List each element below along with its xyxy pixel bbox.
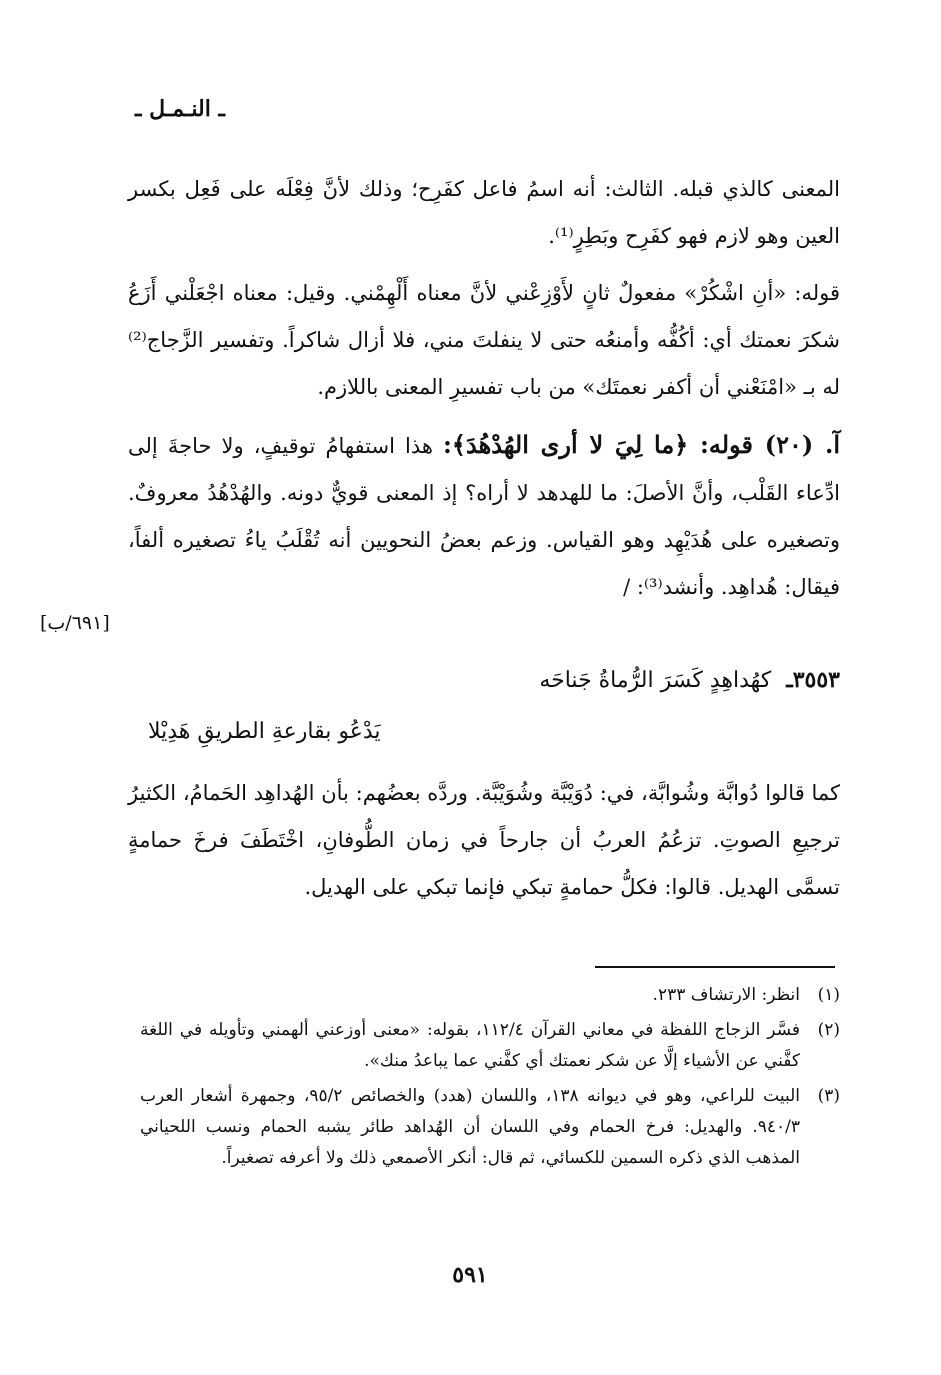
footnotes <box>140 980 840 1178</box>
paragraph-4: كما قالوا دُوابَّة وشُوابَّة، في: دُوَيْبَّة وشُوَيْبَّة. وردَّه بعضُهم: بأن الهُداهِد الحَمامُ، الكثيرُ ترجيعِ الصوتِ. تزعُمُ العربُ أن جارحاً في زمان الطُّوفانِ، اخْتَطَفَ فرخَ حمامةٍ تسمَّى الهديل. قالوا: فكلُّ حمامةٍ تبكي فإنما تبكي على الهديل. <box>128 781 840 899</box>
verse-line-2: يَدْعُو بقارعةِ الطريقِ هَدِيْلا <box>148 719 381 744</box>
footnote-number: (٣) <box>817 1086 840 1106</box>
footnote-separator <box>595 966 835 968</box>
footnote-3 <box>140 1081 840 1174</box>
footnote-number: (١) <box>817 985 840 1005</box>
verse-commentary-heading: آ. (٢٠) قوله: ﴿ما لِيَ لا أرى الهُدْهُدَ﴾: <box>443 430 840 459</box>
paragraph-3-text: هذا استفهامُ توقيفٍ، ولا حاجةَ إلى ادِّعاء القَلْب، وأنَّ الأصلَ: ما للهدهد لا أراه؟ إذ المعنى قويٌّ دونه. والهُدْهُدُ معروفٌ. وتصغيره على هُدَيْهِد وهو القياس. وزعم بعضُ النحويين أنه تُقْلَبُ ياءُ تصغيره ألفاً، فيقال: هُداهِد. وأنشد⁽³⁾: / <box>128 434 840 599</box>
footnote-2 <box>140 1015 840 1077</box>
poem-verse-first-hemistich <box>128 660 840 701</box>
poem-verse-second-hemistich <box>128 712 840 752</box>
paragraph-3 <box>128 421 840 611</box>
footnote-number: (٢) <box>817 1020 840 1040</box>
footnote-text: فسَّر الزجاج اللفظة في معاني القرآن ١١٢/٤، بقوله: «معنى أوزعني ألهمني وتأويله في اللغة كفَّني عن الأشياء إلَّا عن شكر نعمتك أي كفَّني عما يباعدُ منك». <box>140 1020 800 1071</box>
verse-number: ٣٥٥٣ـ <box>786 667 840 693</box>
verse-line-1: كهُداهِدٍ كَسَرَ الرُّماةُ جَناحَه <box>539 668 772 693</box>
running-header: ـ النـمـل ـ <box>135 96 225 122</box>
footnote-text: انظر: الارتشاف ٢٣٣. <box>652 985 800 1005</box>
paragraph-2: قوله: «أنِ اشْكُرْ» مفعولٌ ثانٍ لأَوْزِعْني لأنَّ معناه أَلْهِمْني. وقيل: معناه اجْعَلْني أَزَعُ شكرَ نعمتك أي: أكُفُّه وأمنعُه حتى لا ينفلتَ مني، فلا أزال شاكراً. وتفسير الزَّجاج⁽²⁾ له بـ «امْنَعْني أن أكفر نعمتَك» من باب تفسيرِ المعنى باللازم. <box>128 281 840 399</box>
footnote-text: البيت للراعي، وهو في ديوانه ١٣٨، واللسان (هدد) والخصائص ٩٥/٢، وجمهرة أشعار العرب ٩٤٠/٣. والهديل: فرخ الحمام وفي اللسان أن الهُداهد طائر يشبه الحمام ونسب اللحياني المذهب الذي ذكره السمين للكسائي، ثم قال: أنكر الأصمعي ذلك ولا أعرفه تصغيراً. <box>140 1086 800 1168</box>
paragraph-1: المعنى كالذي قبله. الثالث: أنه اسمُ فاعل كفَرِح؛ وذلك لأنَّ فِعْلَه على فَعِل بكسر العين وهو لازم فهو كفَرِح وبَطِرٍ⁽¹⁾. <box>128 177 840 248</box>
manuscript-folio-reference: [٦٩١/ب] <box>40 612 110 634</box>
page-number: ٥٩١ <box>452 1262 488 1288</box>
footnote-1 <box>140 980 840 1011</box>
main-text <box>128 166 840 611</box>
